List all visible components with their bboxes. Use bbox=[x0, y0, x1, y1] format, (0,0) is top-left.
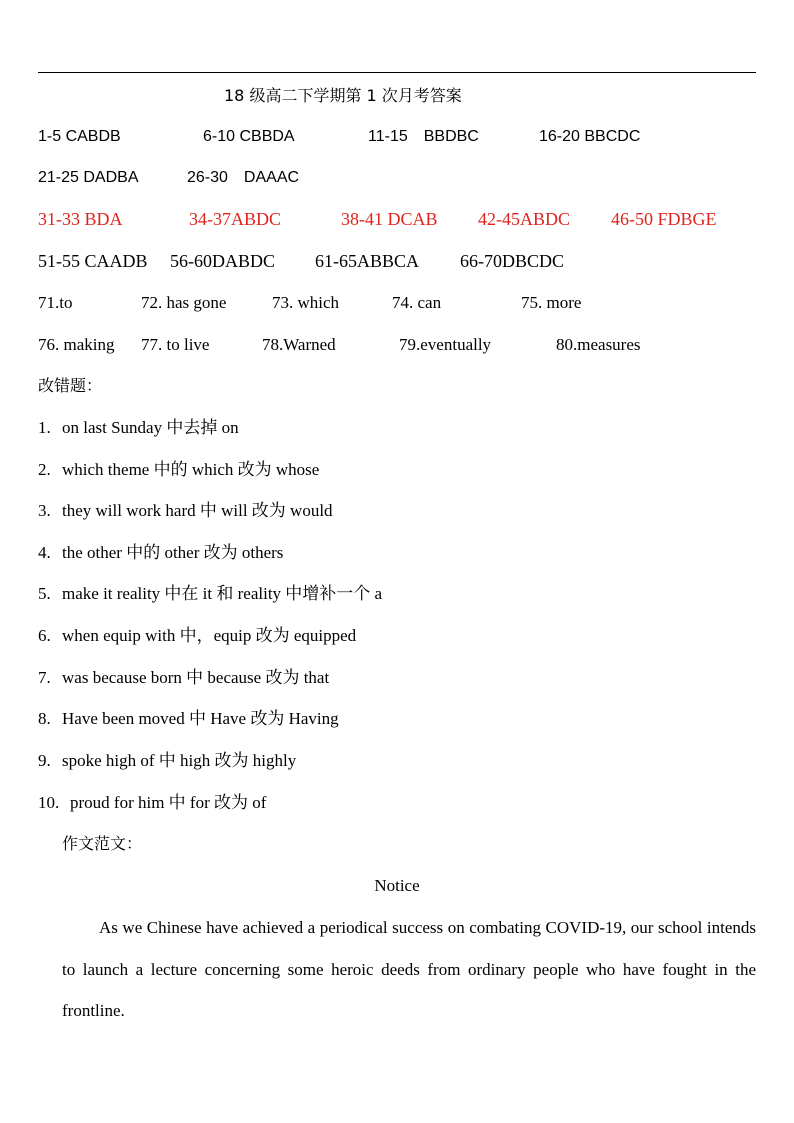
answer-group: 56-60DABDC bbox=[170, 251, 276, 271]
answer-group: 16-20 BBCDC bbox=[539, 128, 641, 145]
answer-group: 1-5 CABDB bbox=[38, 128, 121, 145]
item-number: 7. bbox=[38, 668, 51, 687]
answer-group: 79.eventually bbox=[399, 335, 492, 354]
correction-item bbox=[38, 709, 339, 729]
item-number: 8. bbox=[38, 709, 51, 728]
correction-item bbox=[38, 501, 333, 521]
essay-paragraph: As we Chinese have achieved a periodical success on combating COVID-19, our school intends to launch a lecture concerning some heroic deeds from ordinary people who have fought in the frontline. bbox=[62, 918, 756, 1020]
answer-group: 80.measures bbox=[556, 335, 641, 354]
item-number: 3. bbox=[38, 501, 51, 520]
correction-item bbox=[38, 543, 283, 563]
item-text: Have been moved 中 Have 改为 Having bbox=[62, 709, 339, 728]
answer-group: 38-41 DCAB bbox=[341, 209, 438, 229]
answer-row-5 bbox=[0, 293, 794, 313]
item-text: the other 中的 other 改为 others bbox=[62, 543, 284, 562]
item-number: 5. bbox=[38, 584, 51, 603]
answer-group: 42-45ABDC bbox=[478, 209, 571, 229]
item-text: was because born 中 because 改为 that bbox=[62, 668, 330, 687]
correction-item bbox=[38, 793, 266, 813]
item-number: 1. bbox=[38, 418, 51, 437]
answer-group: 76. making bbox=[38, 335, 115, 354]
answer-group: 21-25 DADBA bbox=[38, 169, 139, 186]
answer-group: 46-50 FDBGE bbox=[611, 209, 717, 229]
answer-group: 75. more bbox=[521, 293, 582, 312]
answer-group: 73. which bbox=[272, 293, 340, 312]
answer-group: 11-15 BBDBC bbox=[368, 128, 479, 145]
answer-group: 77. to live bbox=[141, 335, 210, 354]
item-text: proud for him 中 for 改为 of bbox=[70, 793, 267, 812]
header-rule bbox=[38, 72, 756, 73]
answer-group: 78.Warned bbox=[262, 335, 336, 354]
answer-group: 51-55 CAADB bbox=[38, 251, 148, 271]
item-number: 2. bbox=[38, 460, 51, 479]
answer-row-6 bbox=[0, 335, 794, 355]
essay-heading: 作文范文： bbox=[62, 834, 143, 853]
answer-group: 6-10 CBBDA bbox=[203, 128, 295, 145]
page-title: 18 级高二下学期第 1 次月考答案 bbox=[224, 86, 462, 105]
correction-item bbox=[38, 418, 239, 438]
item-text: spoke high of 中 high 改为 highly bbox=[62, 751, 297, 770]
item-number: 10. bbox=[38, 793, 60, 812]
answer-group: 66-70DBCDC bbox=[460, 251, 565, 271]
correction-item bbox=[38, 668, 329, 688]
answer-group: 74. can bbox=[392, 293, 442, 312]
item-text: when equip with 中，equip 改为 equipped bbox=[62, 626, 357, 645]
item-number: 4. bbox=[38, 543, 51, 562]
correction-heading: 改错题： bbox=[38, 376, 103, 395]
answer-group: 34-37ABDC bbox=[189, 209, 282, 229]
answer-row-4 bbox=[0, 251, 794, 271]
answer-row-1 bbox=[0, 127, 794, 147]
answer-group: 26-30 DAAAC bbox=[187, 169, 300, 186]
answer-row-3 bbox=[0, 209, 794, 229]
answer-group: 61-65ABBCA bbox=[315, 251, 420, 271]
answer-group: 72. has gone bbox=[141, 293, 227, 312]
correction-item bbox=[38, 584, 382, 604]
answer-group: 31-33 BDA bbox=[38, 209, 123, 229]
correction-item bbox=[38, 751, 296, 771]
essay-title: Notice bbox=[374, 876, 420, 895]
correction-item bbox=[38, 460, 319, 480]
item-number: 6. bbox=[38, 626, 51, 645]
item-text: which theme 中的 which 改为 whose bbox=[62, 460, 320, 479]
answer-group: 71.to bbox=[38, 293, 73, 312]
correction-item bbox=[38, 626, 356, 646]
item-text: make it reality 中在 it 和 reality 中增补一个 a bbox=[62, 584, 383, 603]
item-text: on last Sunday 中去掉 on bbox=[62, 418, 239, 437]
item-number: 9. bbox=[38, 751, 51, 770]
item-text: they will work hard 中 will 改为 would bbox=[62, 501, 333, 520]
answer-row-2 bbox=[0, 168, 794, 188]
